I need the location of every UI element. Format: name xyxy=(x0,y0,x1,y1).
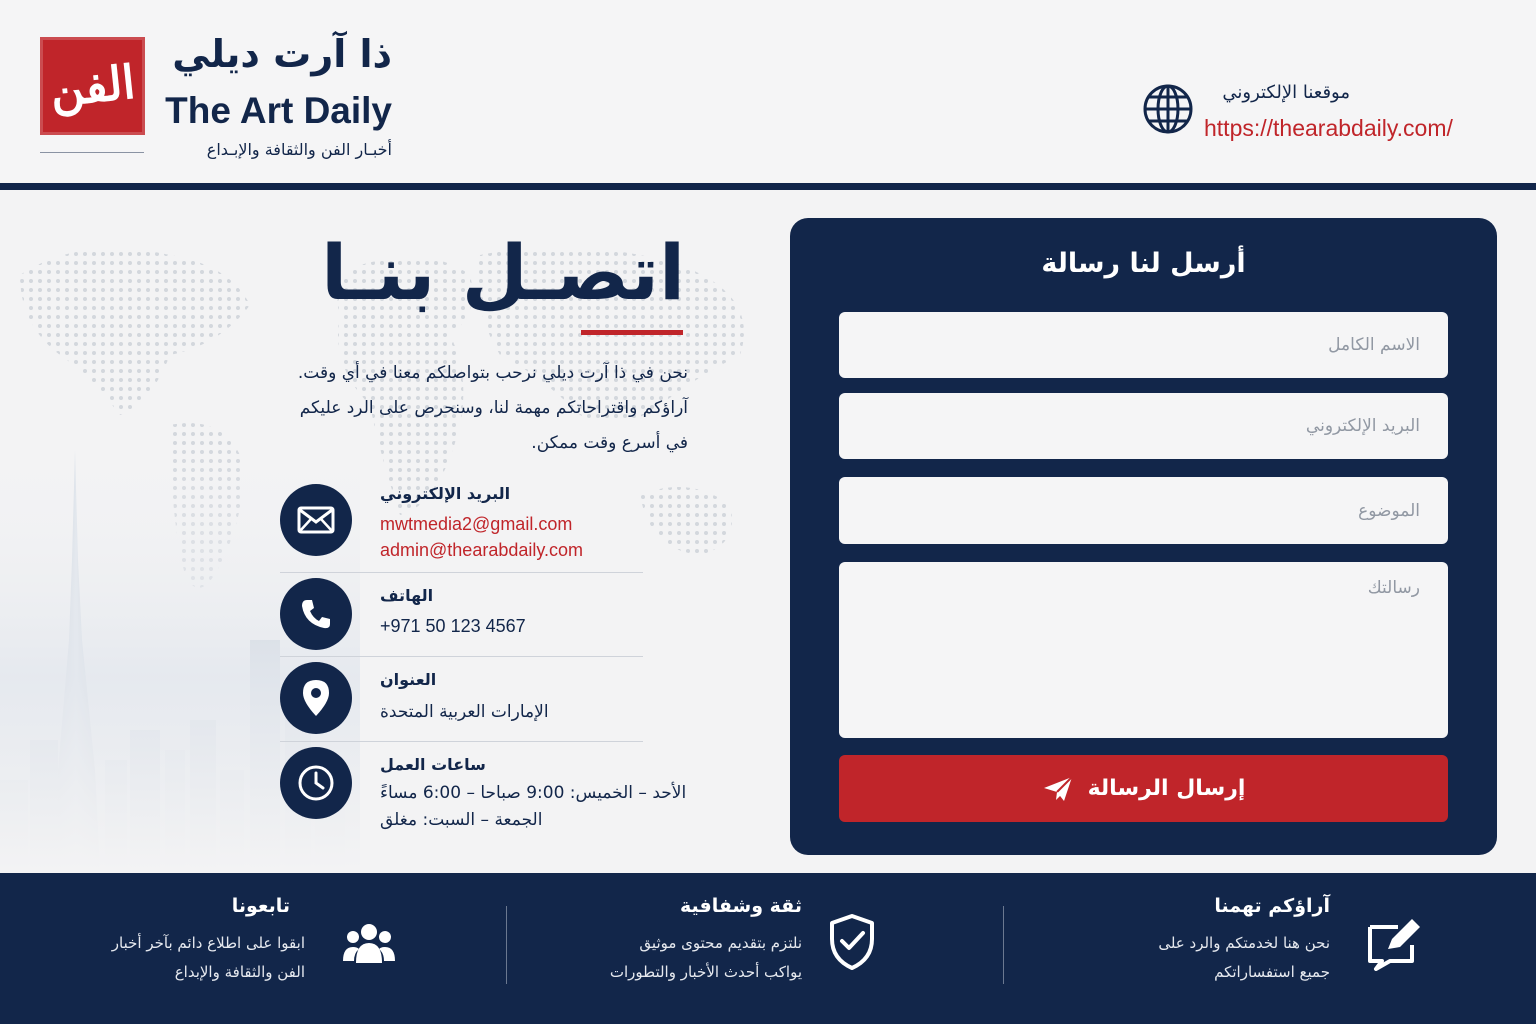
send-button-label: إرسال الرسالة xyxy=(1087,776,1246,801)
feature-line: الفن والثقافة والإبداع xyxy=(174,963,305,981)
website-label: موقعنا الإلكتروني xyxy=(1222,82,1350,103)
contact-hours xyxy=(280,747,700,837)
users-group-icon[interactable] xyxy=(342,921,396,965)
contact-phone xyxy=(280,578,700,653)
site-footer xyxy=(0,873,1536,1024)
intro-line: نحن في ذا آرت ديلي نرحب بتواصلكم معنا في أي وقت. xyxy=(297,363,688,383)
feature-line: نلتزم بتقديم محتوى موثيق xyxy=(639,934,802,952)
address-title: العنوان xyxy=(380,670,437,689)
contact-divider xyxy=(280,656,643,657)
contact-address xyxy=(280,662,700,737)
website-link[interactable]: https://thearabdaily.com/ xyxy=(1204,115,1453,141)
logo-text: الفن xyxy=(47,54,138,118)
page-title: اتصـل بنـا xyxy=(321,228,685,317)
site-header xyxy=(0,0,1536,183)
feature-text xyxy=(1110,929,1330,987)
feature-text xyxy=(80,929,305,987)
address-value: الإمارات العربية المتحدة xyxy=(380,702,549,722)
feature-line: جميع استفساراتكم xyxy=(1214,963,1330,981)
brand-divider xyxy=(40,152,144,153)
envelope-icon xyxy=(280,484,352,556)
email-title: البريد الإلكتروني xyxy=(380,484,511,503)
email-link[interactable]: admin@thearabdaily.com xyxy=(380,540,584,560)
subject-field[interactable] xyxy=(839,477,1448,544)
contact-form xyxy=(790,218,1497,855)
feature-text xyxy=(580,929,802,987)
contact-divider xyxy=(280,572,643,573)
feature-title: تابعونا xyxy=(231,895,290,917)
contact-email xyxy=(280,484,700,564)
feature-line: يواكب أحدث الأخبار والتطورات xyxy=(609,963,802,981)
email-field[interactable] xyxy=(839,393,1448,459)
feature-line: نحن هنا لخدمتكم والرد على xyxy=(1158,934,1330,952)
logo[interactable] xyxy=(40,37,145,135)
message-field[interactable] xyxy=(839,562,1448,738)
clock-icon xyxy=(280,747,352,819)
email-link[interactable]: mwtmedia2@gmail.com xyxy=(380,514,573,534)
intro-line: آراؤكم واقتراحاتكم مهمة لنا، وسنحرص على الرد عليكم xyxy=(299,398,688,418)
send-message-button[interactable] xyxy=(839,755,1448,822)
brand-name-english: The Art Daily xyxy=(165,90,392,131)
intro-text xyxy=(270,356,688,461)
intro-line: في أسرع وقت ممكن. xyxy=(531,433,688,453)
phone-title: الهاتف xyxy=(380,586,434,605)
edit-note-icon xyxy=(1364,913,1424,973)
phone-number[interactable]: +971 50 123 4567 xyxy=(380,616,526,636)
location-pin-icon xyxy=(280,662,352,734)
hours-weekdays: الأحد – الخميس: 9:00 صباحا – 6:00 مساءً xyxy=(380,783,687,803)
feature-title: ثقة وشفافية xyxy=(680,895,802,917)
paper-plane-icon xyxy=(1042,775,1074,803)
hours-weekend: الجمعة – السبت: مغلق xyxy=(380,810,543,830)
contact-divider xyxy=(280,741,643,742)
hours-title: ساعات العمل xyxy=(380,755,486,774)
footer-divider xyxy=(506,906,507,984)
phone-icon xyxy=(280,578,352,650)
form-title: أرسل لنا رسالة xyxy=(1041,248,1246,279)
brand-tagline: أخبـار الفن والثقافة والإبـداع xyxy=(206,140,392,159)
feature-title: آراؤكم تهمنا xyxy=(1214,895,1330,917)
feature-line: ابقوا على اطلاع دائم بآخر أخبار xyxy=(111,934,305,952)
globe-icon xyxy=(1142,83,1194,135)
full-name-field[interactable] xyxy=(839,312,1448,378)
header-divider xyxy=(0,183,1536,190)
brand-name-arabic: ذا آرت ديلي xyxy=(172,32,392,76)
title-underline xyxy=(581,330,683,335)
footer-divider xyxy=(1003,906,1004,984)
shield-check-icon xyxy=(828,913,876,971)
